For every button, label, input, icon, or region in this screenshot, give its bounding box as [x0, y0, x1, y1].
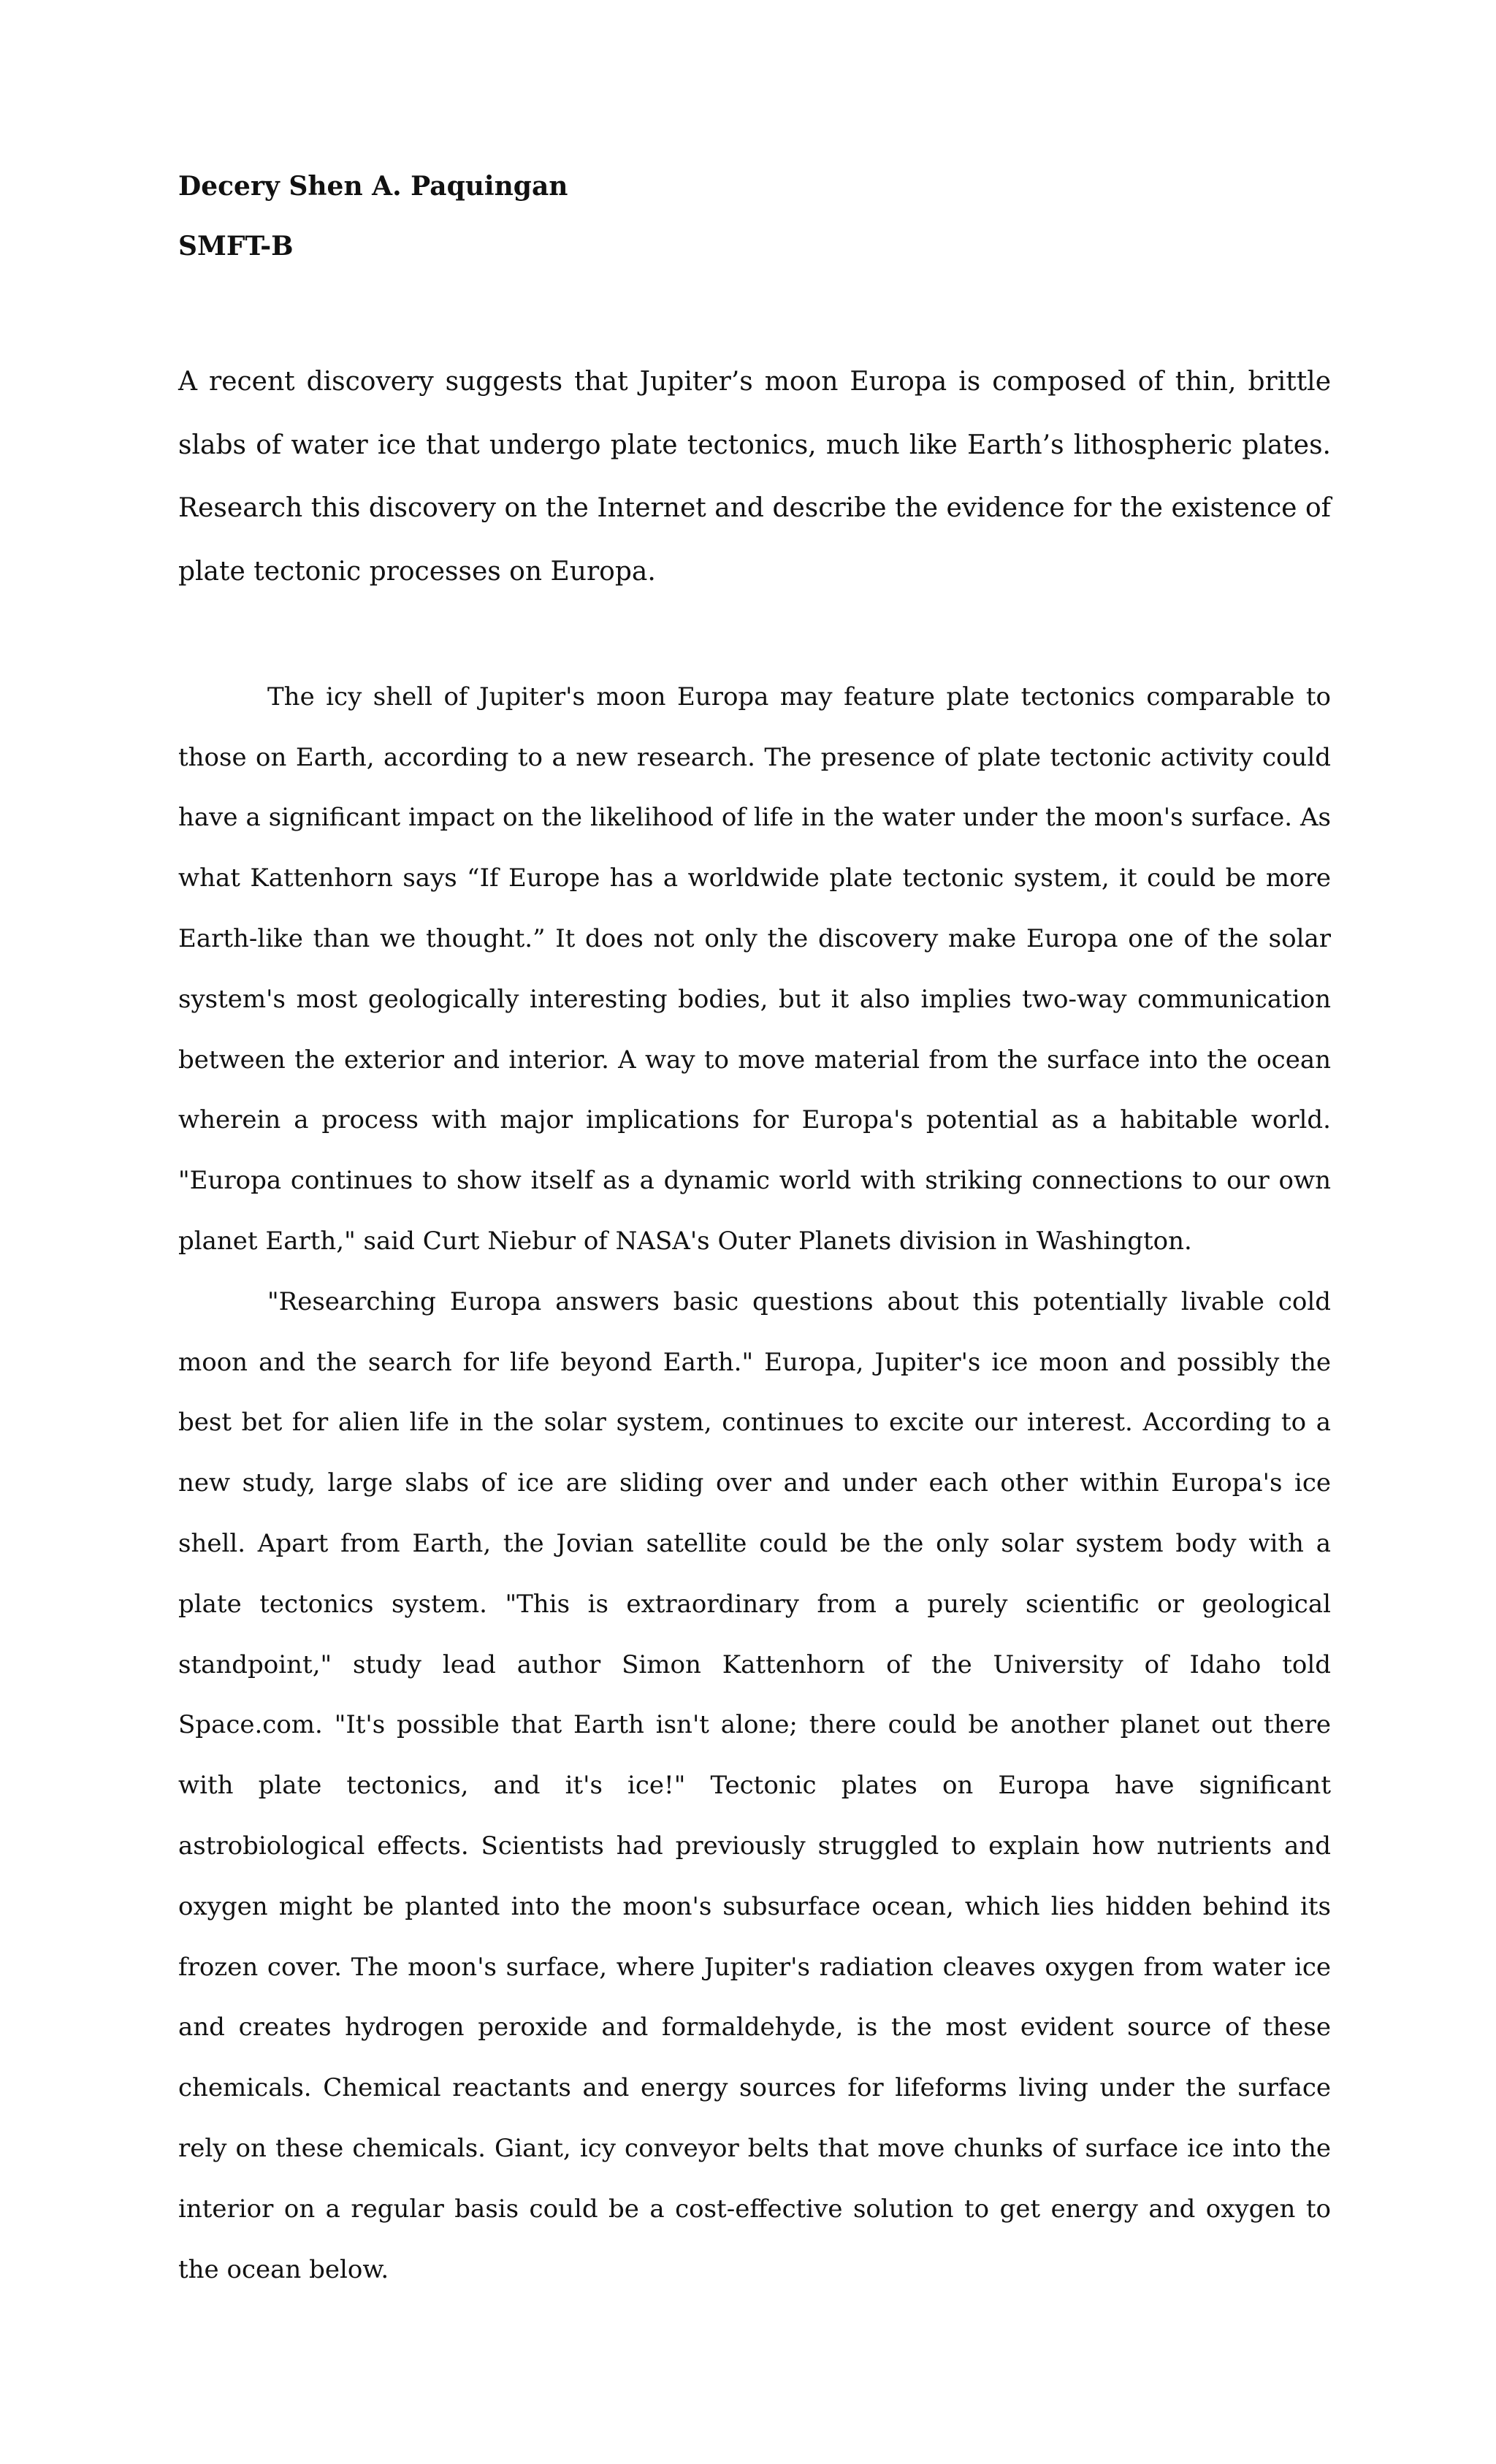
author-name: Decery Shen A. Paquingan: [178, 171, 568, 202]
document-page: [178, 168, 1331, 2300]
section-label: SMFT-B: [178, 231, 294, 262]
assignment-prompt: A recent discovery suggests that Jupiter’s moon Europa is composed of thin, brittle slabs of water ice that undergo plate tectonics, much like Earth’s lithospheric plates. Research this discovery on the Internet and describe the evidence for the existence of plate tectonic processes on Europa.: [178, 367, 1331, 587]
essay-paragraph: "Researching Europa answers basic questions about this potentially livable cold moon and the search for life beyond Earth." Europa, Jupiter's ice moon and possibly the best bet for alien life in the solar system, continues to excite our interest. According to a new study, large slabs of ice are sliding over and under each other within Europa's ice shell. Apart from Earth, the Jovian satellite could be the only solar system body with a plate tectonics system. "This is extraordinary from a purely scientific or geological standpoint," study lead author Simon Kattenhorn of the University of Idaho told Space.com. "It's possible that Earth isn't alone; there could be another planet out there with plate tectonics, and it's ice!" Tectonic plates on Europa have significant astrobiological effects. Scientists had previously struggled to explain how nutrients and oxygen might be planted into the moon's subsurface ocean, which lies hidden behind its frozen cover. The moon's surface, where Jupiter's radiation cleaves oxygen from water ice and creates hydrogen peroxide and formaldehyde, is the most evident source of these chemicals. Chemical reactants and energy sources for lifeforms living under the surface rely on these chemicals. Giant, icy conveyor belts that move chunks of surface ice into the interior on a regular basis could be a cost-effective solution to get energy and oxygen to the ocean below.: [178, 1286, 1331, 2284]
essay-paragraph: The icy shell of Jupiter's moon Europa may feature plate tectonics comparable to those on Earth, according to a new research. The presence of plate tectonic activity could have a significant impact on the likelihood of life in the water under the moon's surface. As what Kattenhorn says “If Europe has a worldwide plate tectonic system, it could be more Earth-like than we thought.” It does not only the discovery make Europa one of the solar system's most geologically interesting bodies, but it also implies two-way communication between the exterior and interior. A way to move material from the surface into the ocean wherein a process with major implications for Europa's potential as a habitable world. "Europa continues to show itself as a dynamic world with striking connections to our own planet Earth," said Curt Niebur of NASA's Outer Planets division in Washington.: [178, 682, 1331, 1256]
essay-body: [178, 667, 1331, 2300]
